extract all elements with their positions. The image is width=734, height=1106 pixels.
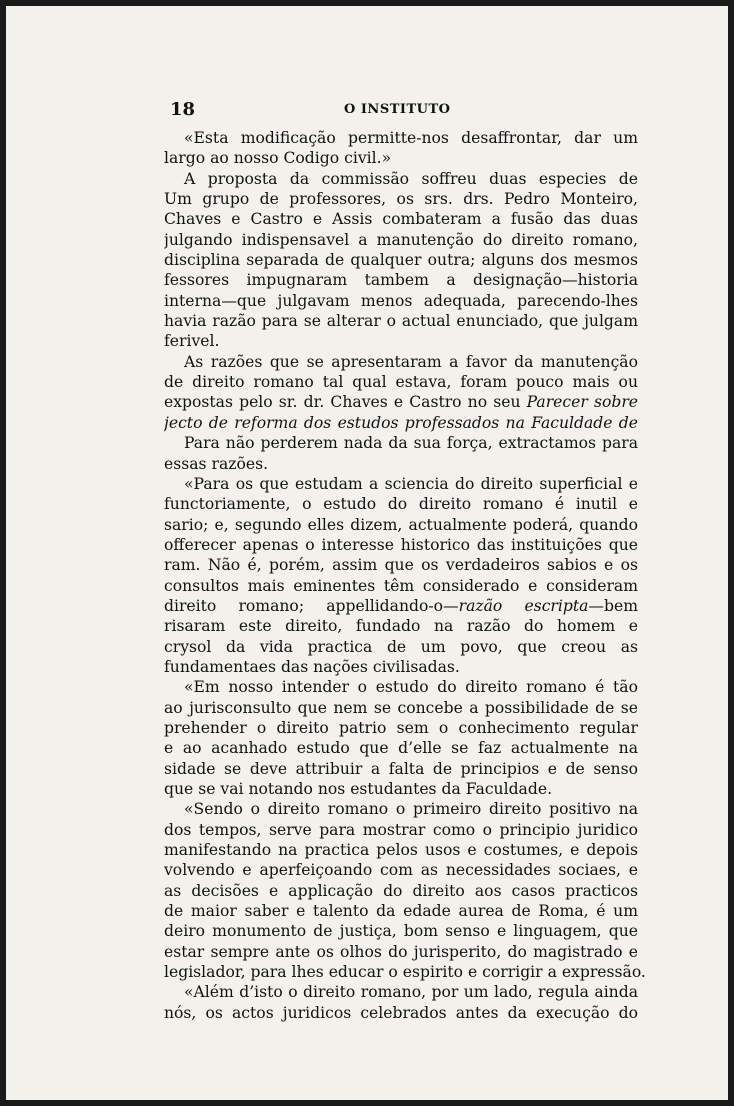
- text-line: ao jurisconsulto que nem se concebe a possibilidade de se: [164, 698, 638, 717]
- text-line: essas razões.: [164, 454, 269, 473]
- text-line: disciplina separada de qualquer outra; alguns dos mesmos: [164, 251, 638, 270]
- text-line: julgando indispensavel a manutenção do direito romano,: [164, 230, 638, 249]
- text-line: consultos mais eminentes têm considerado e consideram: [164, 576, 638, 595]
- text-line: largo ao nosso Codigo civil.»: [164, 149, 392, 168]
- text-line: offerecer apenas o interesse historico das instituições que: [164, 535, 638, 554]
- page-number: 18: [170, 99, 196, 120]
- book-page: [6, 6, 728, 1100]
- text-line: «Sendo o direito romano o primeiro direito positivo na: [184, 800, 638, 819]
- text-line: risaram este direito, fundado na razão do homem e: [164, 617, 638, 636]
- text-line: de maior saber e talento da edade aurea de Roma, é um: [164, 902, 638, 921]
- text-line: ram. Não é, porém, assim que os verdadeiros sabios e os: [164, 556, 638, 575]
- text-line: «Além d’isto o direito romano, por um lado, regula ainda: [184, 983, 638, 1002]
- text-line: functoriamente, o estudo do direito romano é inutil e: [164, 495, 638, 514]
- text-line: Para não perderem nada da sua força, extractamos para: [184, 434, 638, 453]
- running-header: [164, 99, 644, 123]
- text-line: dos tempos, serve para mostrar como o principio juridico: [164, 820, 638, 839]
- text-line: sario; e, segundo elles dizem, actualmente poderá, quando: [164, 515, 638, 534]
- text-line: que se vai notando nos estudantes da Faculdade.: [164, 780, 553, 798]
- text-line: Chaves e Castro e Assis combateram a fusão das duas: [164, 210, 638, 229]
- text-line: havia razão para se alterar o actual enunciado, que julgam: [164, 312, 638, 331]
- text-line: A proposta da commissão soffreu duas especies de: [184, 169, 638, 188]
- text-line: deiro monumento de justiça, bom senso e linguagem, que: [164, 922, 638, 941]
- text-line: «Para os que estudam a sciencia do direito superficial e: [184, 474, 638, 493]
- text-line: e ao acanhado estudo que d’elle se faz actualmente na: [164, 739, 638, 758]
- text-line: fessores impugnaram tambem a designação—historia: [164, 271, 638, 290]
- text-line: manifestando na practica pelos usos e costumes, e depois: [164, 841, 638, 860]
- text-line: interna—que julgavam menos adequada, parecendo-lhes: [164, 291, 638, 310]
- text-line: jecto de reforma dos estudos professados na Faculdade de: [164, 413, 638, 432]
- text-line: as decisões e applicação do direito aos casos practicos: [164, 881, 638, 900]
- text-line: de direito romano tal qual estava, foram pouco mais ou: [164, 373, 638, 392]
- text-line: «Em nosso intender o estudo do direito romano é tão: [184, 678, 638, 697]
- text-line: crysol da vida practica de um povo, que creou as: [164, 637, 638, 656]
- body-text: [164, 128, 646, 1023]
- text-line: expostas pelo sr. dr. Chaves e Castro no seu Parecer sobre: [164, 393, 638, 412]
- text-line: legislador, para lhes educar o espirito e corrigir a expressão.: [164, 963, 646, 982]
- text-line: nós, os actos juridicos celebrados antes da execução do: [164, 1003, 638, 1022]
- text-line: prehender o direito patrio sem o conhecimento regular: [164, 718, 638, 737]
- text-line: estar sempre ante os olhos do jurisperito, do magistrado e: [164, 942, 638, 961]
- text-line: sidade se deve attribuir a falta de principios e de senso: [164, 759, 638, 778]
- text-line: volvendo e aperfeiçoando com as necessidades sociaes, e: [164, 861, 638, 880]
- text-line: As razões que se apresentaram a favor da manutenção: [184, 352, 638, 371]
- text-line: Um grupo de professores, os srs. drs. Pedro Monteiro,: [164, 190, 638, 209]
- text-line: direito romano; appellidando-o—razão escripta—bem: [164, 596, 638, 615]
- text-line: fundamentaes das nações civilisadas.: [164, 657, 460, 676]
- text-line: ferivel.: [164, 332, 220, 351]
- running-title: O INSTITUTO: [344, 102, 451, 117]
- text-line: «Esta modificação permitte-nos desaffrontar, dar um: [184, 129, 638, 147]
